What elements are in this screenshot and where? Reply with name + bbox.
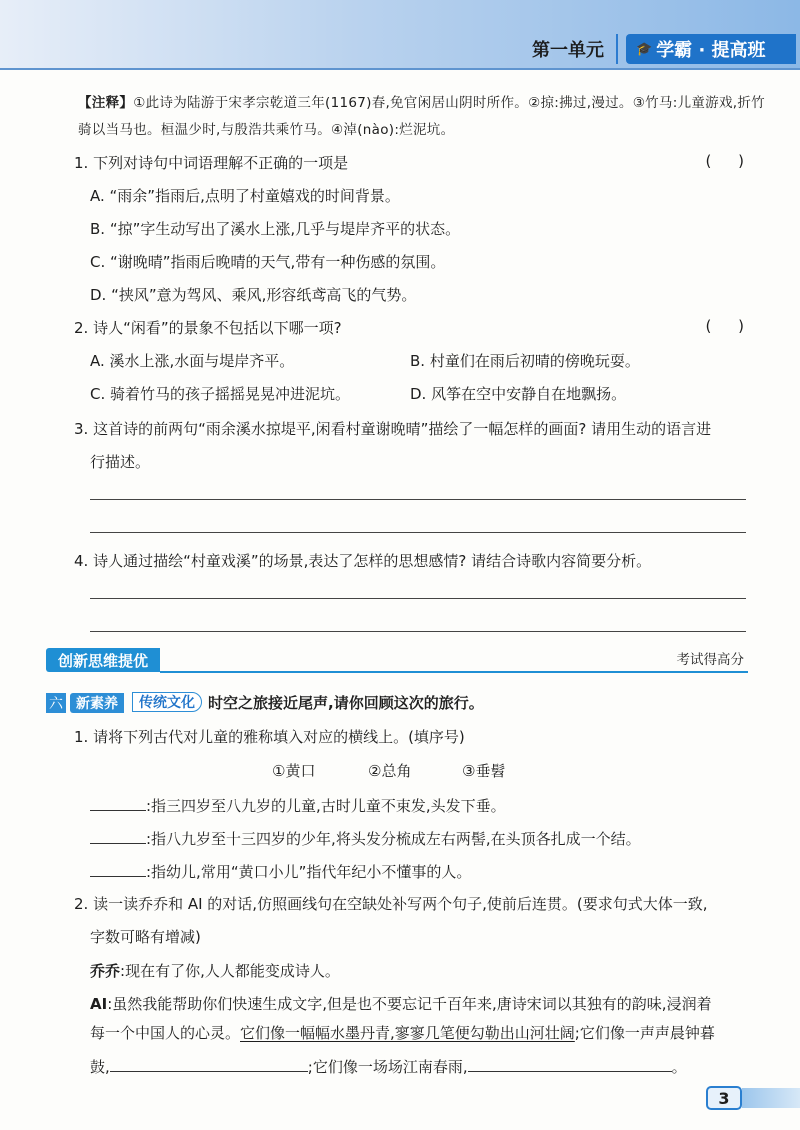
speech-ai-2-plain: 每一个中国人的心灵。 <box>90 1024 241 1042</box>
speaker-qiaoqiao: 乔乔 <box>90 962 121 980</box>
item-1-text: :指三四岁至八九岁的儿童,古时儿童不束发,头发下垂。 <box>146 797 506 815</box>
q3-answer-line-1[interactable] <box>90 499 746 500</box>
q3-stem-1: 3. 这首诗的前两句“雨余溪水掠堤平,闲看村童谢晚晴”描绘了一幅怎样的画面? 请用生动的语言进 <box>74 420 712 438</box>
notes-line-1 <box>78 92 765 114</box>
speech-ai-3-mid: ;它们像一场场江南春雨, <box>307 1058 468 1076</box>
q6-1-stem: 1. 请将下列古代对儿童的雅称填入对应的横线上。(填序号) <box>74 728 465 746</box>
speech-qiaoqiao: :现在有了你,人人都能变成诗人。 <box>120 962 340 980</box>
section-subtitle: 考试得高分 <box>676 652 744 668</box>
choice-1: ①黄口 <box>272 762 316 780</box>
q1-answer-bracket[interactable]: ( ) <box>705 152 744 170</box>
speech-ai-2-after: ;它们像一声声晨钟暮 <box>574 1024 715 1042</box>
q6-2-stem-1: 2. 读一读乔乔和 AI 的对话,仿照画线句在空缺处补写两个句子,使前后连贯。(要求句式大体一致, <box>74 895 708 913</box>
item-3-text: :指幼儿,常用“黄口小儿”指代年纪小不懂事的人。 <box>146 863 472 881</box>
q4-answer-line-2[interactable] <box>90 631 746 632</box>
dialogue-ai-3 <box>90 1055 687 1078</box>
brand-label <box>626 34 796 64</box>
question-number-badge: 六 <box>46 693 66 713</box>
q1-option-b: B. “掠”字生动写出了溪水上涨,几乎与堤岸齐平的状态。 <box>90 220 461 238</box>
q2-option-a: A. 溪水上涨,水面与堤岸齐平。 <box>90 352 295 370</box>
speech-ai-3-end: 。 <box>671 1058 687 1076</box>
q6-2-stem-2: 字数可略有增减) <box>90 928 201 946</box>
fill-blank-3[interactable] <box>90 860 146 877</box>
unit-label: 第一单元 <box>532 40 604 61</box>
page-number-bar <box>742 1088 800 1108</box>
new-literacy-badge: 新素养 <box>70 693 124 713</box>
notes-label: 【注释】 <box>78 95 134 111</box>
q1-option-a: A. “雨余”指雨后,点明了村童嬉戏的时间背景。 <box>90 187 400 205</box>
fill-blank-1[interactable] <box>90 794 146 811</box>
fill-blank-sentence-2[interactable] <box>468 1055 672 1072</box>
q6-1-item-2 <box>90 827 641 850</box>
q2-answer-bracket[interactable]: ( ) <box>705 317 744 335</box>
q6-1-item-3 <box>90 860 471 883</box>
q2-option-b: B. 村童们在雨后初晴的傍晚玩耍。 <box>410 352 640 370</box>
dialogue-qiaoqiao <box>90 960 340 982</box>
q6-1-item-1 <box>90 794 506 817</box>
notes-line-2: 骑以当马也。桓温少时,与殷浩共乘竹马。④淖(nào):烂泥坑。 <box>78 122 455 138</box>
q1-option-c: C. “谢晚晴”指雨后晚晴的天气,带有一种伤感的氛围。 <box>90 253 446 271</box>
fill-blank-2[interactable] <box>90 827 146 844</box>
q6-title: 时空之旅接近尾声,请你回顾这次的旅行。 <box>208 694 484 712</box>
q2-option-c: C. 骑着竹马的孩子摇摇晃晃冲进泥坑。 <box>90 385 351 403</box>
q3-answer-line-2[interactable] <box>90 532 746 533</box>
page-number: 3 <box>706 1086 742 1110</box>
dialogue-ai-2 <box>90 1022 715 1044</box>
choice-2: ②总角 <box>368 762 412 780</box>
q2-option-d: D. 风筝在空中安静自在地飘扬。 <box>410 385 627 403</box>
q4-stem: 4. 诗人通过描绘“村童戏溪”的场景,表达了怎样的思想感情? 请结合诗歌内容简要分析。 <box>74 552 652 570</box>
brand-text: 学霸 · 提高班 <box>656 40 766 61</box>
traditional-culture-badge: 传统文化 <box>132 692 202 712</box>
section-rule <box>160 671 748 673</box>
section-title: 创新思维提优 <box>46 648 160 672</box>
notes-text-1: ①此诗为陆游于宋孝宗乾道三年(1167)春,免官闲居山阴时所作。②掠:拂过,漫过。③竹马:儿童游戏,折竹 <box>133 95 765 111</box>
q2-stem: 2. 诗人“闲看”的景象不包括以下哪一项? <box>74 319 342 337</box>
model-sentence: 它们像一幅幅水墨丹青,寥寥几笔便勾勒出山河壮阔 <box>240 1024 575 1042</box>
q1-option-d: D. “挟风”意为驾风、乘风,形容纸鸢高飞的气势。 <box>90 286 417 304</box>
fill-blank-sentence-1[interactable] <box>110 1055 308 1072</box>
speech-ai-3-start: 鼓, <box>90 1058 110 1076</box>
choice-3: ③垂髫 <box>462 762 506 780</box>
speaker-ai: AI <box>90 995 108 1013</box>
graduation-cap-icon: 🎓 <box>636 41 653 57</box>
speech-ai-1: :虽然我能帮助你们快速生成文字,但是也不要忘记千百年来,唐诗宋词以其独有的韵味,浸润着 <box>107 995 712 1013</box>
section-header <box>46 648 748 672</box>
dialogue-ai-1 <box>90 993 712 1015</box>
q4-answer-line-1[interactable] <box>90 598 746 599</box>
q3-stem-2: 行描述。 <box>90 453 151 471</box>
q1-stem: 1. 下列对诗句中词语理解不正确的一项是 <box>74 154 349 172</box>
item-2-text: :指八九岁至十三四岁的少年,将头发分梳成左右两髻,在头顶各扎成一个结。 <box>146 830 641 848</box>
